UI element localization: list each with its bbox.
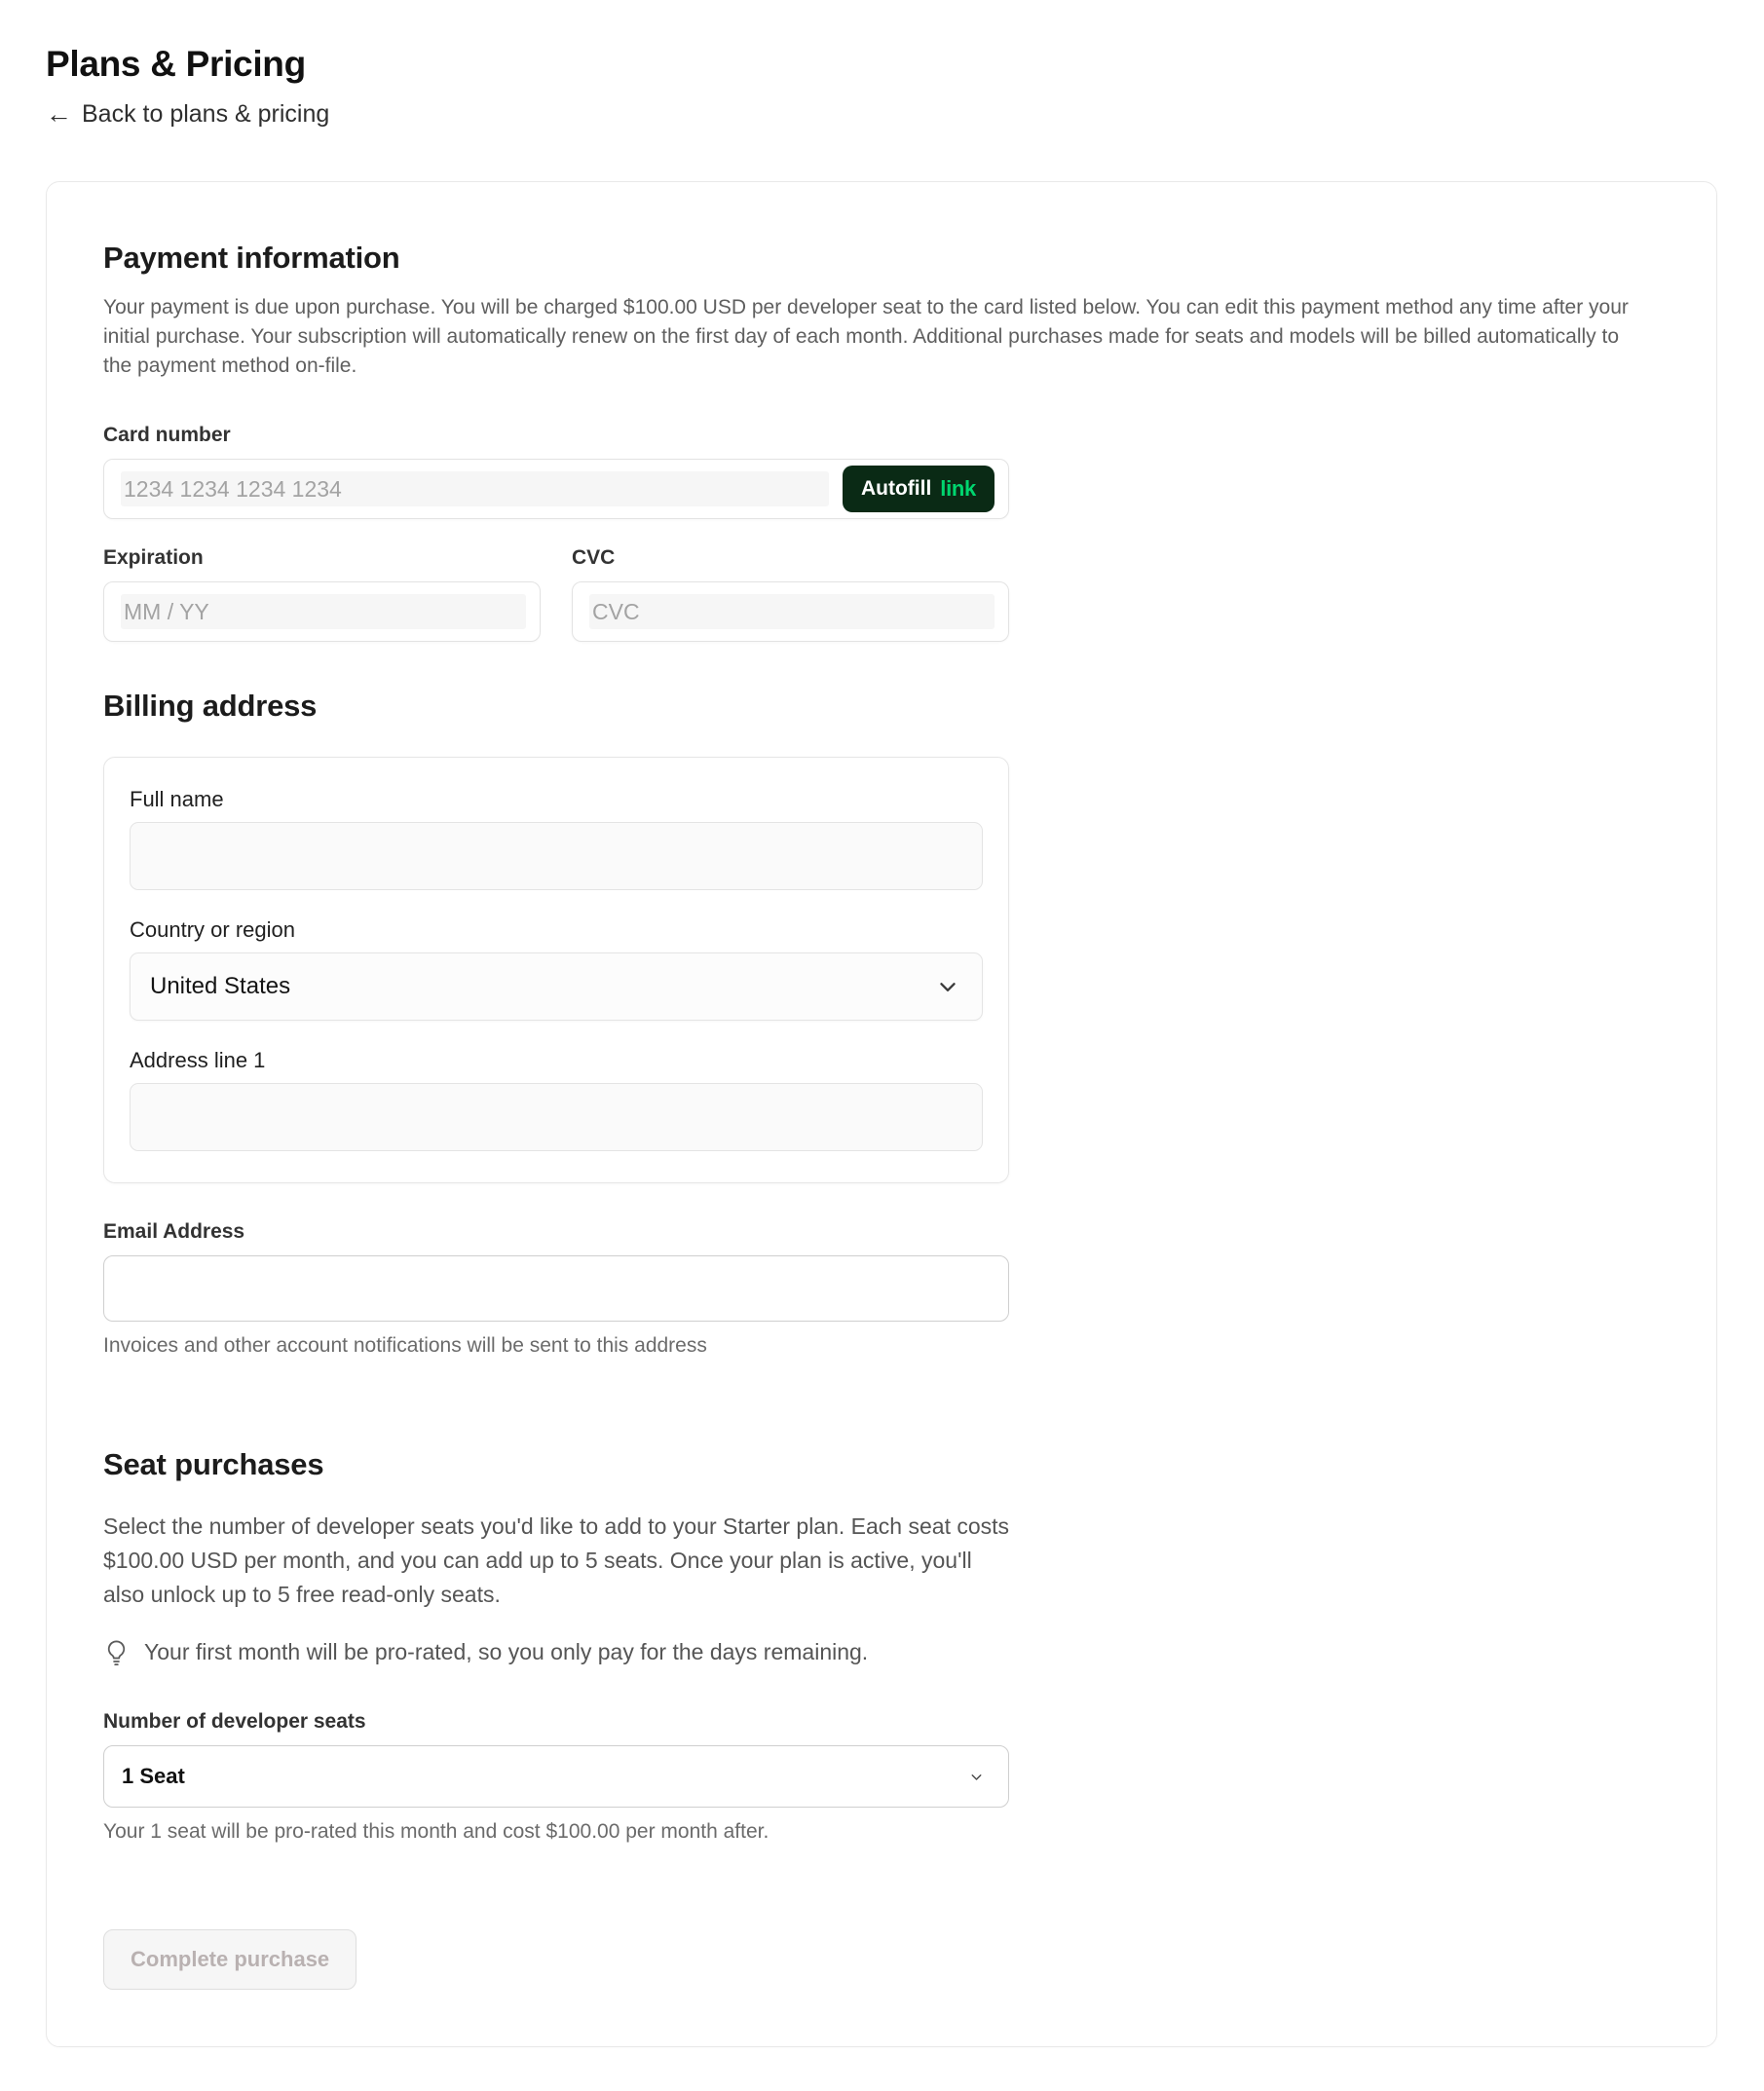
card-number-label: Card number — [103, 424, 231, 446]
page-title: Plans & Pricing — [46, 44, 306, 84]
expiration-cvc-row — [103, 546, 1009, 642]
full-name-field — [130, 787, 983, 890]
cvc-placeholder: CVC — [592, 598, 640, 624]
expiration-label: Expiration — [103, 546, 204, 569]
billing-address-box — [103, 757, 1009, 1183]
autofill-link-button[interactable] — [843, 466, 995, 512]
address-line1-input[interactable] — [130, 1083, 983, 1151]
seat-count-label: Number of developer seats — [103, 1710, 366, 1733]
country-field — [130, 917, 983, 1021]
email-label: Email Address — [103, 1220, 245, 1243]
expiration-field — [103, 546, 541, 642]
expiration-placeholder-area — [121, 594, 526, 629]
card-number-placeholder-area — [121, 471, 829, 506]
prorate-tip — [103, 1637, 1014, 1667]
full-name-input[interactable] — [130, 822, 983, 890]
seat-count-field — [103, 1710, 1660, 1844]
chevron-down-icon — [935, 974, 960, 999]
email-field — [103, 1220, 1660, 1358]
prorate-tip-text: Your first month will be pro-rated, so you only pay for the days remaining. — [144, 1639, 869, 1664]
back-link[interactable] — [46, 100, 329, 129]
cvc-placeholder-area — [589, 594, 995, 629]
link-brand-label: link — [940, 476, 976, 501]
billing-address-heading: Billing address — [103, 689, 318, 723]
full-name-label: Full name — [130, 787, 224, 811]
complete-purchase-button[interactable]: Complete purchase — [103, 1929, 357, 1990]
payment-information-heading: Payment information — [103, 241, 400, 275]
address-line1-field — [130, 1048, 983, 1151]
seat-count-helper-text: Your 1 seat will be pro-rated this month and cost $100.00 per month after. — [103, 1820, 769, 1843]
autofill-label: Autofill — [860, 477, 932, 500]
expiration-placeholder: MM / YY — [124, 598, 209, 624]
address-line1-label: Address line 1 — [130, 1048, 266, 1072]
email-helper-text: Invoices and other account notifications will be sent to this address — [103, 1334, 707, 1357]
card-number-placeholder: 1234 1234 1234 1234 — [124, 475, 342, 502]
lightbulb-icon — [103, 1638, 130, 1667]
card-number-field — [103, 424, 1660, 519]
country-select[interactable] — [130, 952, 983, 1021]
seat-purchases-description: Select the number of developer seats you'd like to add to your Starter plan. Each seat costs $100.00 USD per month, and you can add up to 5 seats. Once your plan is active, you'll also unlock up to 5 free read-only seats. — [103, 1513, 1010, 1607]
email-input[interactable] — [103, 1255, 1009, 1322]
expiration-input[interactable] — [103, 581, 541, 642]
country-select-value: United States — [150, 973, 291, 999]
payment-description: Your payment is due upon purchase. You will be charged $100.00 USD per developer seat to the card listed below. You can edit this payment method any time after your initial purchase. Your subscription will automatically renew on the first day of each month. Additional purchases made for seats and models will be billed automatically to the payment method on-file. — [103, 296, 1629, 377]
back-arrow-icon: ← — [46, 99, 72, 129]
chevron-down-icon — [968, 1769, 985, 1785]
cvc-input[interactable] — [572, 581, 1009, 642]
seat-count-select[interactable] — [103, 1745, 1009, 1808]
card-number-input[interactable] — [103, 459, 1009, 519]
cvc-field — [572, 546, 1009, 642]
cvc-label: CVC — [572, 546, 616, 569]
back-link-label: Back to plans & pricing — [82, 100, 330, 128]
purchase-card — [46, 181, 1717, 2047]
seat-purchases-heading: Seat purchases — [103, 1447, 324, 1481]
seat-count-value: 1 Seat — [122, 1764, 185, 1788]
country-label: Country or region — [130, 917, 295, 942]
